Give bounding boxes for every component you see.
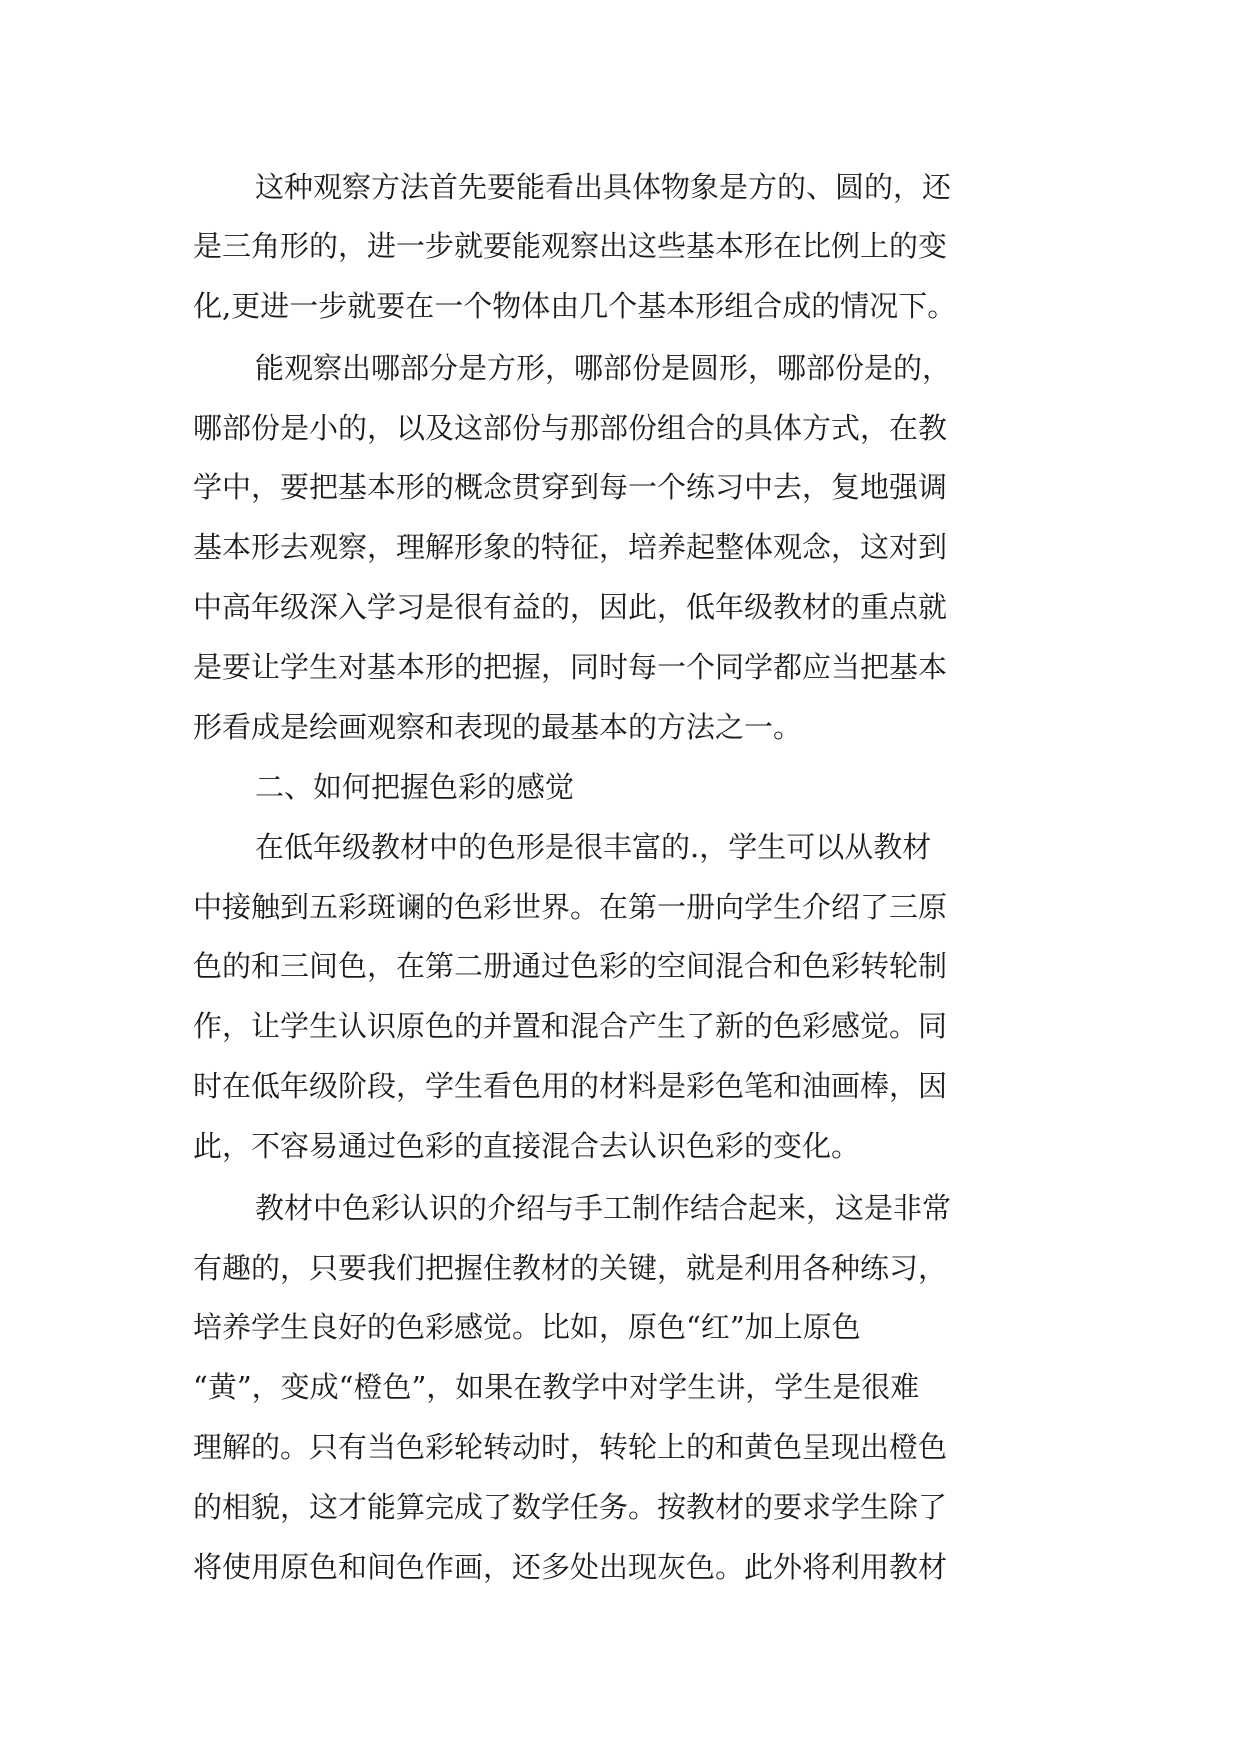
text-line: 中接触到五彩斑谰的色彩世界。在第一册向学生介绍了三原 <box>193 890 948 924</box>
text-line: 中高年级深入学习是很有益的，因此，低年级教材的重点就 <box>193 590 948 624</box>
text-line: 形看成是绘画观察和表现的最基本的方法之一。 <box>193 710 803 744</box>
text-line: 色的和三间色，在第二册通过色彩的空间混合和色彩转轮制 <box>193 949 948 983</box>
section-heading: 二、如何把握色彩的感觉 <box>255 770 575 804</box>
text-line: 培养学生良好的色彩感觉。比如，原色“红”加上原色 <box>193 1310 861 1344</box>
text-line: 作，让学生认识原色的并置和混合产生了新的色彩感觉。同 <box>193 1009 948 1043</box>
text-line: 教材中色彩认识的介绍与手工制作结合起来，这是非常 <box>255 1191 952 1225</box>
text-line: 时在低年级阶段，学生看色用的材料是彩色笔和油画棒，因 <box>193 1069 948 1103</box>
text-line: 是要让学生对基本形的把握，同时每一个同学都应当把基本 <box>193 650 948 684</box>
text-line: 这种观察方法首先要能看出具体物象是方的、圆的，还 <box>255 170 952 204</box>
text-line: 哪部份是小的，以及这部份与那部份组合的具体方式，在教 <box>193 411 948 445</box>
text-line: 学中，要把基本形的概念贯穿到每一个练习中去，复地强调 <box>193 470 948 504</box>
text-line: 有趣的，只要我们把握住教材的关键，就是利用各种练习， <box>193 1251 948 1285</box>
text-line: 是三角形的，进一步就要能观察出这些基本形在比例上的变 <box>193 229 948 263</box>
text-line: 此，不容易通过色彩的直接混合去认识色彩的变化。 <box>193 1129 861 1163</box>
text-line: 在低年级教材中的色形是很丰富的.，学生可以从教材 <box>255 830 932 864</box>
text-line: 将使用原色和间色作画，还多处出现灰色。此外将利用教材 <box>193 1550 948 1584</box>
text-line: 基本形去观察，理解形象的特征，培养起整体观念，这对到 <box>193 530 948 564</box>
text-line: 的相貌，这才能算完成了数学任务。按教材的要求学生除了 <box>193 1490 948 1524</box>
text-line: 化,更进一步就要在一个物体由几个基本形组合成的情况下。 <box>193 289 957 323</box>
text-line: “黄”，变成“橙色”，如果在教学中对学生讲，学生是很难 <box>193 1370 920 1404</box>
text-line: 能观察出哪部分是方形，哪部份是圆形，哪部份是的， <box>255 351 952 385</box>
text-line: 理解的。只有当色彩轮转动时，转轮上的和黄色呈现出橙色 <box>193 1430 948 1464</box>
